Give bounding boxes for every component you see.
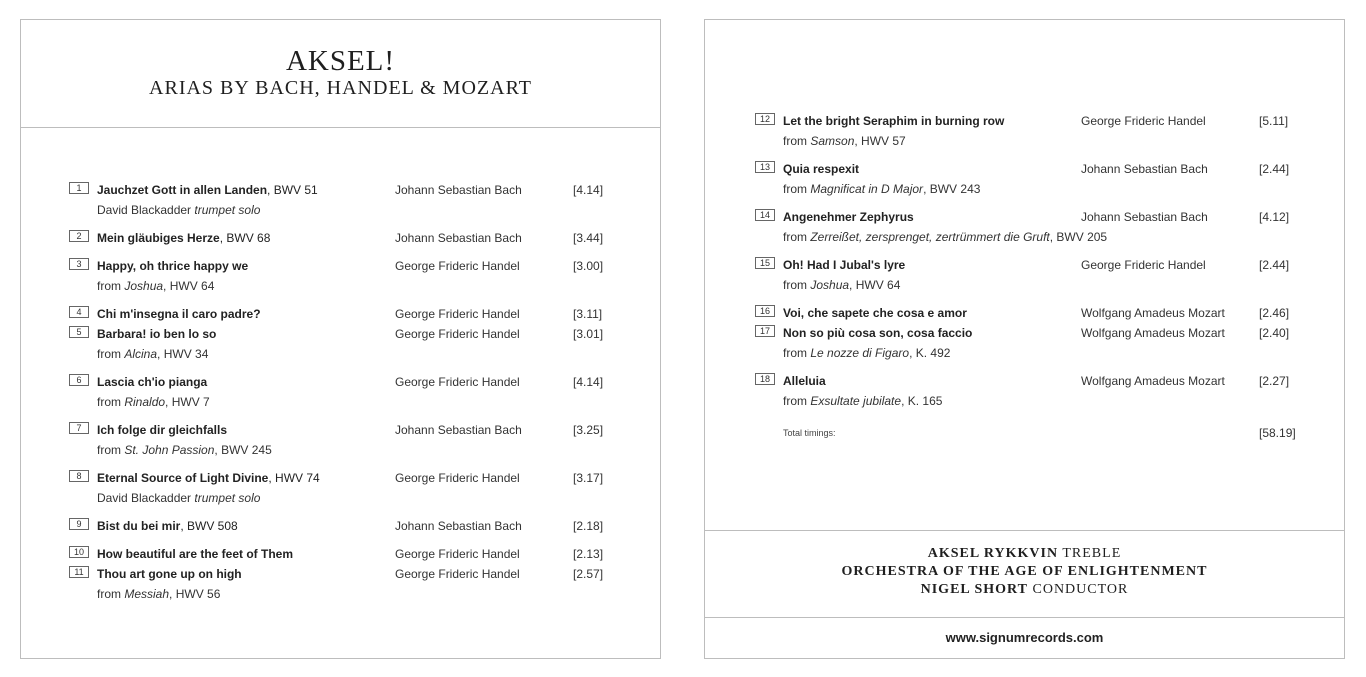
track-title: Eternal Source of Light Divine, HWV 74 [97,471,320,485]
track-detail: David Blackadder trumpet solo [97,491,261,505]
track-duration: [4.14] [573,183,604,197]
track-number: 15 [755,257,775,269]
track-composer: George Frideric Handel [395,259,520,273]
track-number: 18 [755,373,775,385]
track-composer: George Frideric Handel [395,471,520,485]
track-row [21,228,660,248]
track-detail: from Samson, HWV 57 [783,134,906,148]
track-title: Thou art gone up on high [97,567,242,581]
track-title: Barbara! io ben lo so [97,327,217,341]
track-title: Non so più cosa son, cosa faccio [783,326,973,340]
track-title: Voi, che sapete che cosa e amor [783,306,967,320]
track-number: 1 [69,182,89,194]
track-title: Ich folge dir gleichfalls [97,423,228,437]
track-number: 9 [69,518,89,530]
track-duration: [2.57] [573,567,604,581]
track-detail: from Rinaldo, HWV 7 [97,395,210,409]
track-number: 10 [69,546,89,558]
track-title: Chi m'insegna il caro padre? [97,307,261,321]
track-duration: [3.25] [573,423,604,437]
track-composer: Johann Sebastian Bach [395,183,522,197]
track-title: Bist du bei mir, BWV 508 [97,519,238,533]
track-title: Oh! Had I Jubal's lyre [783,258,906,272]
track-number: 6 [69,374,89,386]
track-composer: George Frideric Handel [1081,114,1206,128]
track-detail: from Magnificat in D Major, BWV 243 [783,182,981,196]
track-number: 3 [69,258,89,270]
track-title: Lascia ch'io pianga [97,375,208,389]
track-title: Alleluia [783,374,826,388]
track-number: 17 [755,325,775,337]
album-subtitle: ARIAS BY BACH, HANDEL & MOZART [149,77,532,99]
track-duration: [3.11] [573,307,603,321]
track-number: 13 [755,161,775,173]
track-duration: [3.00] [573,259,604,273]
track-title: Mein gläubiges Herze, BWV 68 [97,231,271,245]
track-composer: Johann Sebastian Bach [395,519,522,533]
track-number: 11 [69,566,89,578]
album-header [21,20,660,128]
track-duration: [2.44] [1259,258,1290,272]
track-row [705,207,1344,227]
track-composer: Wolfgang Amadeus Mozart [1081,306,1225,320]
track-row [21,544,660,564]
track-number: 8 [69,470,89,482]
track-composer: Johann Sebastian Bach [395,423,522,437]
track-duration: [5.11] [1259,114,1289,128]
track-title: Jauchzet Gott in allen Landen, BWV 51 [97,183,318,197]
track-duration: [3.44] [573,231,604,245]
track-row [705,111,1344,131]
track-duration: [2.27] [1259,374,1290,388]
track-number: 12 [755,113,775,125]
website-url: www.signumrecords.com [945,630,1104,645]
track-composer: George Frideric Handel [395,567,520,581]
track-detail: from Le nozze di Figaro, K. 492 [783,346,951,360]
track-number: 2 [69,230,89,242]
track-detail: from Zerreißet, zersprenget, zertrümmert die Gruft, BWV 205 [783,230,1108,244]
track-duration: [4.12] [1259,210,1290,224]
track-composer: George Frideric Handel [395,307,520,321]
track-number: 16 [755,305,775,317]
track-composer: Wolfgang Amadeus Mozart [1081,326,1225,340]
track-composer: Wolfgang Amadeus Mozart [1081,374,1225,388]
album-title: AKSEL! [285,45,396,77]
track-composer: Johann Sebastian Bach [1081,210,1208,224]
track-row [21,564,660,584]
track-row [705,255,1344,275]
track-duration: [2.46] [1259,306,1290,320]
track-composer: George Frideric Handel [395,547,520,561]
track-detail: from St. John Passion, BWV 245 [97,443,272,457]
track-detail: David Blackadder trumpet solo [97,203,261,217]
track-title: Let the bright Seraphim in burning row [783,114,1005,128]
total-timings-label: Total timings: [783,428,836,438]
track-number: 14 [755,209,775,221]
track-list-right [705,111,1344,443]
track-duration: [2.40] [1259,326,1290,340]
track-detail: from Joshua, HWV 64 [783,278,901,292]
performer-credits [705,530,1344,618]
track-number: 4 [69,306,89,318]
credit-conductor: NIGEL SHORT CONDUCTOR [920,582,1129,597]
track-row [705,159,1344,179]
track-row [21,516,660,536]
track-number: 5 [69,326,89,338]
credit-soloist: AKSEL RYKKVIN TREBLE [927,546,1122,561]
track-row [21,324,660,344]
track-number: 7 [69,422,89,434]
track-detail: from Joshua, HWV 64 [97,279,215,293]
track-title: How beautiful are the feet of Them [97,547,294,561]
track-title: Quia respexit [783,162,860,176]
track-composer: George Frideric Handel [395,375,520,389]
track-composer: Johann Sebastian Bach [1081,162,1208,176]
track-row [705,323,1344,343]
track-composer: George Frideric Handel [1081,258,1206,272]
track-list-left [21,180,660,604]
track-duration: [2.13] [573,547,604,561]
track-duration: [3.17] [573,471,604,485]
track-detail: from Messiah, HWV 56 [97,587,221,601]
track-row [705,371,1344,391]
track-row [21,372,660,392]
track-row [21,180,660,200]
track-duration: [4.14] [573,375,604,389]
track-duration: [2.18] [573,519,604,533]
track-row [705,303,1344,323]
track-row [21,304,660,324]
total-timings-row [705,423,1344,443]
left-booklet-page [20,19,661,659]
track-title: Angenehmer Zephyrus [783,210,914,224]
total-timings-value: [58.19] [1259,426,1296,440]
credit-orchestra: ORCHESTRA OF THE AGE OF ENLIGHTENMENT [841,564,1208,579]
track-row [21,420,660,440]
track-duration: [2.44] [1259,162,1290,176]
track-row [21,468,660,488]
track-composer: Johann Sebastian Bach [395,231,522,245]
track-detail: from Alcina, HWV 34 [97,347,209,361]
right-booklet-page [704,19,1345,659]
track-duration: [3.01] [573,327,604,341]
track-composer: George Frideric Handel [395,327,520,341]
track-title: Happy, oh thrice happy we [97,259,249,273]
track-row [21,256,660,276]
track-detail: from Exsultate jubilate, K. 165 [783,394,943,408]
